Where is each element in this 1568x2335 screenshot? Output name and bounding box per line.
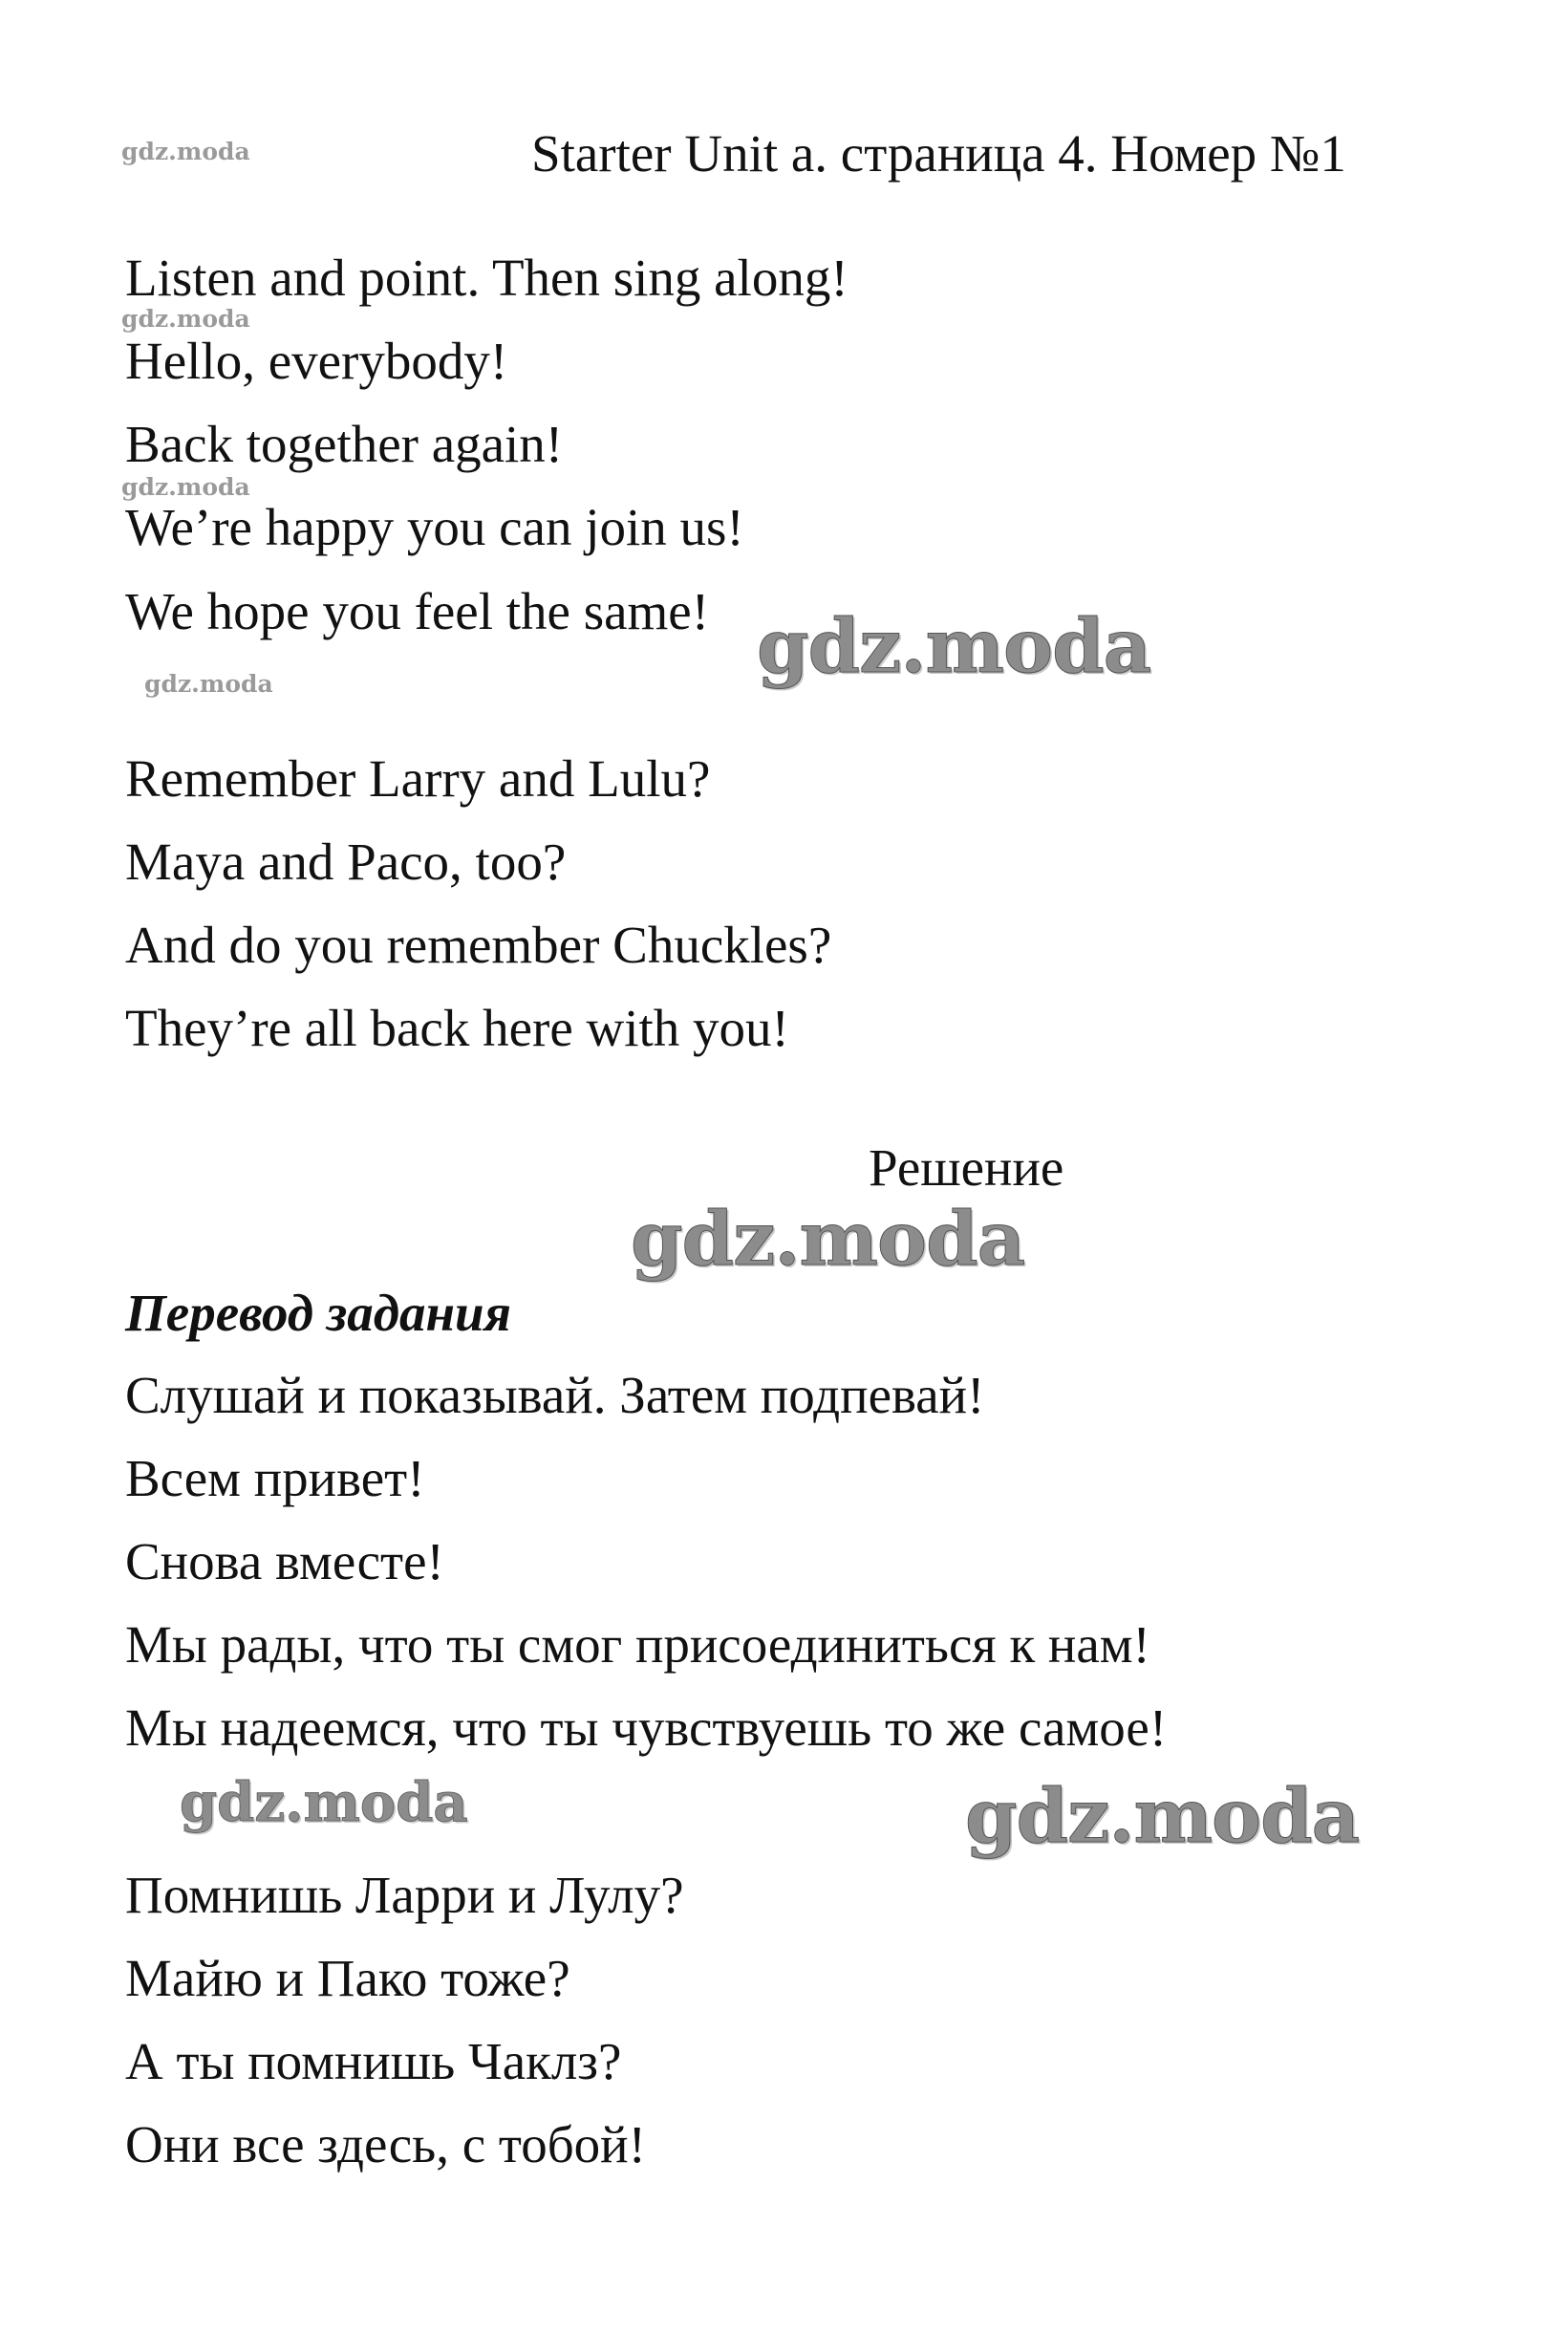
task-line: We hope you feel the same!: [125, 582, 710, 640]
translation-line: Помнишь Ларри и Лулу?: [125, 1866, 684, 1924]
watermark-medium: gdz.moda: [180, 1771, 468, 1834]
translation-line: Мы надеемся, что ты чувствуешь то же самое!: [125, 1698, 1168, 1757]
task-line: Back together again!: [125, 415, 564, 473]
translation-heading: Перевод задания: [125, 1284, 511, 1342]
translation-line: А ты помнишь Чаклз?: [125, 2032, 622, 2090]
task-line: They’re all back here with you!: [125, 999, 789, 1057]
translation-line: Они все здесь, с тобой!: [125, 2115, 646, 2173]
translation-line: Всем привет!: [125, 1449, 425, 1507]
translation-line: Слушай и показывай. Затем подпевай!: [125, 1366, 985, 1424]
watermark-small: gdz.moda: [121, 305, 250, 333]
page-title: Starter Unit a. страница 4. Номер №1: [531, 124, 1346, 183]
translation-line: Майю и Пако тоже?: [125, 1949, 570, 2007]
watermark-large: gdz.moda: [965, 1773, 1360, 1860]
task-line: Hello, everybody!: [125, 332, 508, 390]
watermark-small: gdz.moda: [121, 473, 250, 501]
watermark-large: gdz.moda: [757, 603, 1151, 690]
task-line: We’re happy you can join us!: [125, 498, 744, 556]
translation-line: Снова вместе!: [125, 1532, 444, 1590]
task-line: Maya and Paco, too?: [125, 832, 567, 891]
task-line: Remember Larry and Lulu?: [125, 749, 711, 808]
watermark-small: gdz.moda: [121, 138, 250, 165]
task-line: And do you remember Chuckles?: [125, 916, 832, 974]
watermark-small: gdz.moda: [144, 670, 273, 698]
translation-line: Мы рады, что ты смог присоединиться к нам!: [125, 1615, 1150, 1674]
solution-label: Решение: [869, 1138, 1064, 1197]
watermark-large: gdz.moda: [631, 1196, 1025, 1283]
task-line: Listen and point. Then sing along!: [125, 249, 848, 307]
